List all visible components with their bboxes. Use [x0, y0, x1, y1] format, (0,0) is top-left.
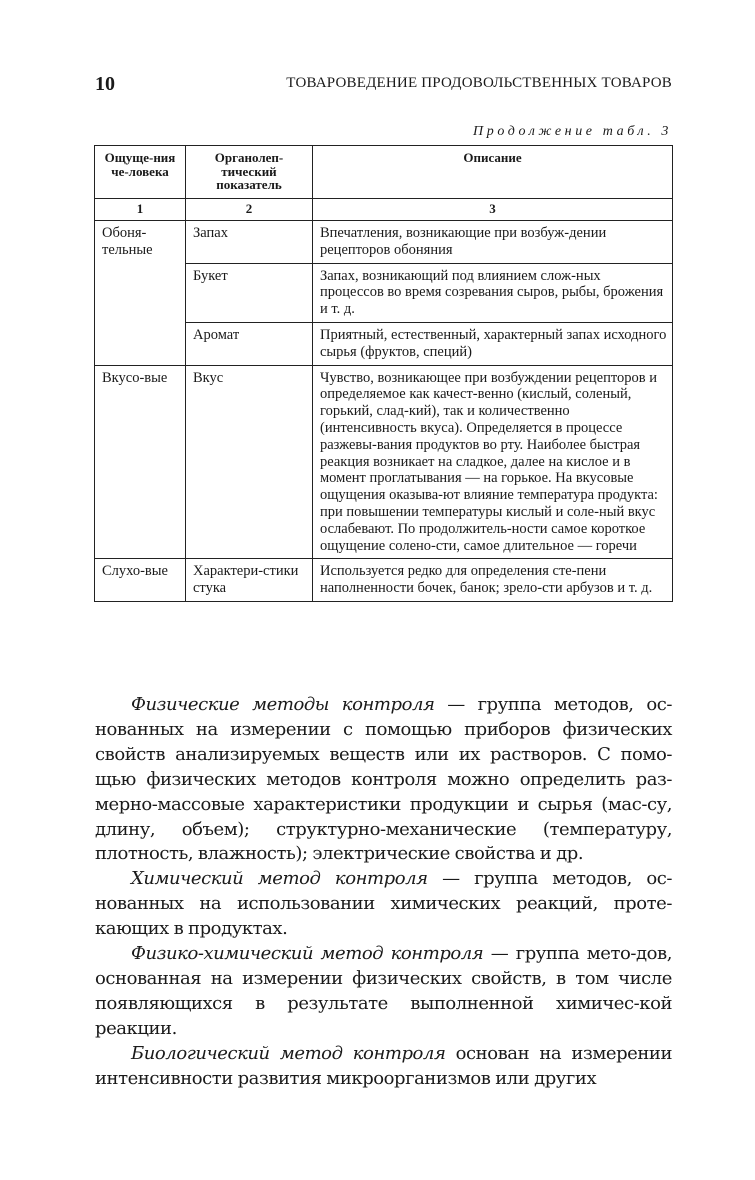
- paragraph: [95, 942, 672, 1042]
- indicator-cell: Запах: [186, 221, 313, 264]
- method-term: Физико-химический метод контроля: [131, 943, 484, 965]
- paragraph-text: — группа методов, ос-нованных на использовании химических реакций, проте-кающих в продуктах.: [95, 868, 673, 940]
- header-description: Описание: [313, 146, 673, 199]
- running-header: ТОВАРОВЕДЕНИЕ ПРОДОВОЛЬСТВЕННЫХ ТОВАРОВ: [286, 75, 672, 91]
- paragraph-text: — группа методов, ос-нованных на измерении с помощью приборов физических свойств анализируемых веществ или их растворов. С помо-щью физических методов контроля можно определить раз-мерно-массовые характеристики продукции и сырья (мас-су, длину, объем); структурно-механические (температуру, плотность, влажность); электрические свойства и др.: [95, 694, 672, 865]
- body-text: [95, 693, 672, 1092]
- table-row: [95, 365, 673, 559]
- indicator-cell: Характери-стики стука: [186, 559, 313, 602]
- indicator-cell: Аромат: [186, 322, 313, 365]
- description-cell: Приятный, естественный, характерный запах исходного сырья (фруктов, специй): [313, 322, 673, 365]
- description-cell: Чувство, возникающее при возбуждении рецепторов и определяемое как качест-венно (кислый, соленый, горький, слад-кий), так и количественно (интенсивность вкуса). Определяется в процессе разжевы-вания продуктов во рту. Наиболее быстрая реакция возникает на сладкое, далее на кислое и в момент проглатывания — на горькое. На вкусовые ощущения оказыва-ют влияние температура продукта: при повышении температуры кислый и соле-ный вкус ослабевают. По продолжитель-ности самое короткое ощущение солено-сти, самое длительное — горечи: [313, 365, 673, 559]
- table-row: [95, 221, 673, 264]
- organoleptic-table: [94, 145, 673, 602]
- sensation-cell: Слухо-вые: [95, 559, 186, 602]
- sensation-cell: Обоня-тельные: [95, 221, 186, 366]
- paragraph: [95, 693, 672, 867]
- description-cell: Впечатления, возникающие при возбуж-дении рецепторов обоняния: [313, 221, 673, 264]
- header-sensation: Ощуще-ния че-ловека: [95, 146, 186, 199]
- page-number: 10: [95, 73, 115, 95]
- method-term: Биологический метод контроля: [131, 1042, 446, 1064]
- description-cell: Запах, возникающий под влиянием слож-ных процессов во время созревания сыров, рыбы, брожения и т. д.: [313, 263, 673, 322]
- indicator-cell: Вкус: [186, 365, 313, 559]
- table-row: [95, 559, 673, 602]
- description-cell: Используется редко для определения сте-пени наполненности бочек, банок; зрело-сти арбузов и т. д.: [313, 559, 673, 602]
- table-caption: Продолжение табл. 3: [473, 124, 672, 139]
- paragraph: [95, 1042, 672, 1092]
- table-header-row: [95, 146, 673, 199]
- method-term: Физические методы контроля: [131, 694, 435, 715]
- paragraph: [95, 867, 672, 942]
- column-number: 2: [186, 199, 313, 221]
- paragraph-text: основан на измерении интенсивности развития микроорганизмов или других: [95, 1042, 672, 1089]
- column-number-row: [95, 199, 673, 221]
- paragraph-text: — группа мето-дов, основанная на измерении физических свойств, в том числе появляющихся в результате выполненной химичес-кой реакции.: [95, 943, 672, 1039]
- header-indicator: Органолеп-тический показатель: [186, 146, 313, 199]
- column-number: 3: [313, 199, 673, 221]
- sensation-cell: Вкусо-вые: [95, 365, 186, 559]
- indicator-cell: Букет: [186, 263, 313, 322]
- method-term: Химический метод контроля: [131, 868, 428, 890]
- column-number: 1: [95, 199, 186, 221]
